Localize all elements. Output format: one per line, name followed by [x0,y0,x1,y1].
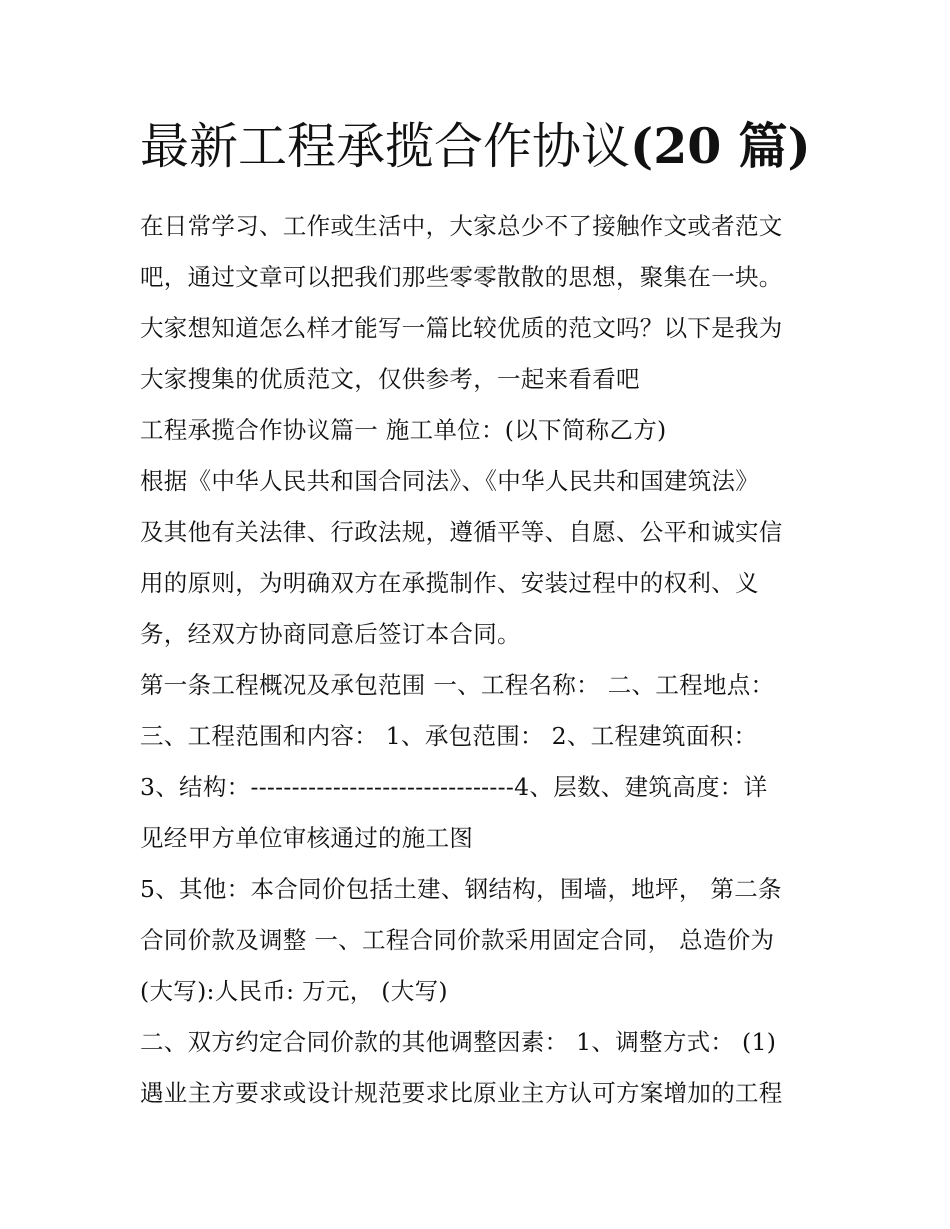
body-line: 合同价款及调整 一、工程合同价款采用固定合同， 总造价为 [140,926,775,954]
body-line: 三、工程范围和内容： 1、承包范围： 2、工程建筑面积： [140,722,758,750]
body-line: 第一条工程概况及承包范围 一、工程名称： 二、工程地点： [140,671,775,699]
body-line: 吧，通过文章可以把我们那些零零散散的思想，聚集在一块。 [140,263,783,291]
body-line: 务，经双方协商同意后签订本合同。 [140,620,521,648]
document-page [140,112,820,1119]
body-line: 工程承揽合作协议篇一 施工单位：(以下简称乙方) [140,416,667,444]
title-suffix: (20 篇) [630,117,811,175]
body-line: 大家搜集的优质范文，仅供参考，一起来看看吧 [140,365,640,393]
body-line: 遇业主方要求或设计规范要求比原业主方认可方案增加的工程 [140,1079,783,1107]
title-main: 最新工程承揽合作协议 [140,118,631,175]
body-line: (大写):人民币: 万元， (大写) [140,977,448,1005]
body-line: 3、结构：--------------------------------4、层数、建筑高度：详 [140,773,768,801]
body-line: 大家想知道怎么样才能写一篇比较优质的范文吗？以下是我为 [140,314,783,342]
body-line: 在日常学习、工作或生活中，大家总少不了接触作文或者范文 [140,212,783,240]
body-line: 用的原则，为明确双方在承揽制作、安装过程中的权利、义 [140,569,759,597]
body-line: 二、双方约定合同价款的其他调整因素： 1、调整方式： (1) [140,1028,777,1056]
document-title [140,112,820,181]
body-line: 5、其他：本合同价包括土建、钢结构，围墙，地坪， 第二条 [140,875,782,903]
body-line: 及其他有关法律、行政法规，遵循平等、自愿、公平和诚实信 [140,518,783,546]
document-body [140,201,820,1119]
body-line: 根据《中华人民共和国合同法》、《中华人民共和国建筑法》 [140,467,760,495]
body-line: 见经甲方单位审核通过的施工图 [140,824,474,852]
